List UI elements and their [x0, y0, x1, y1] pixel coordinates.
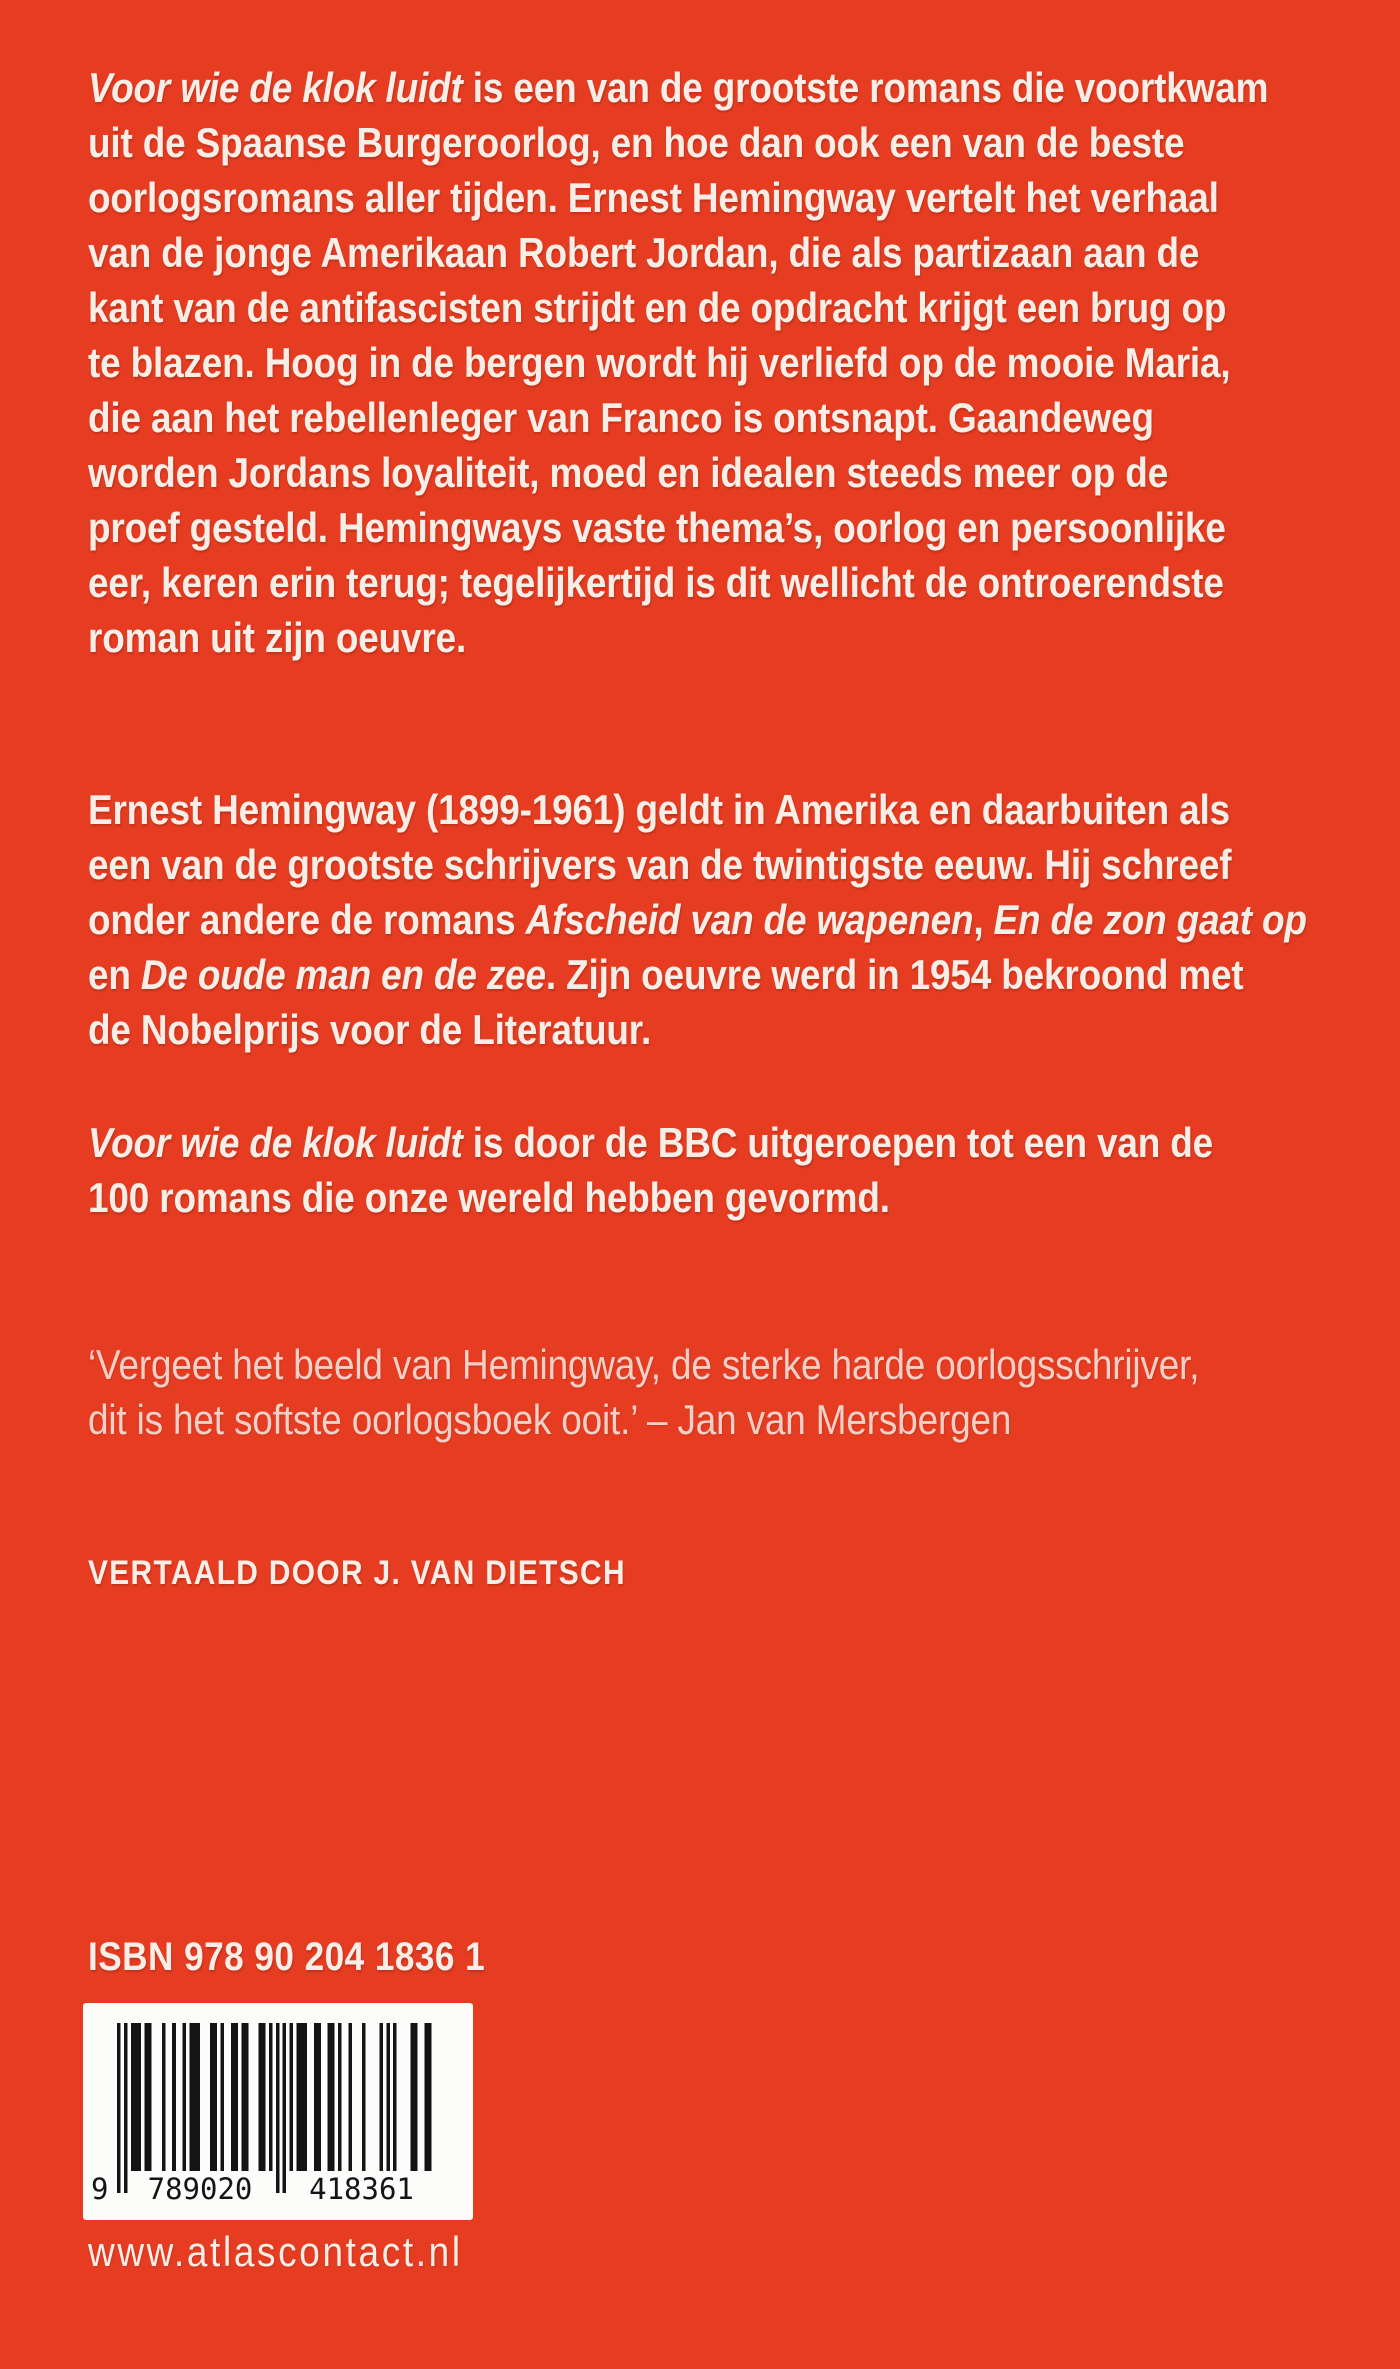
barcode-digit-first: 9	[91, 2172, 109, 2206]
text-line: proef gesteld. Hemingways vaste thema’s, oorlog en persoonlijke	[88, 504, 1226, 551]
isbn-label: ISBN 978 90 204 1836 1	[88, 1935, 486, 1979]
text-line: Ernest Hemingway (1899-1961) geldt in Amerika en daarbuiten als	[88, 786, 1230, 833]
text-line: Voor wie de klok luidt is door de BBC uitgeroepen tot een van de	[88, 1119, 1214, 1166]
barcode-digits-left: 789020	[147, 2172, 253, 2206]
text-line: onder andere de romans Afscheid van de wapenen, En de zon gaat op	[88, 896, 1307, 943]
author-bio-paragraph	[88, 782, 1307, 1057]
text-line: 100 romans die onze wereld hebben gevormd.	[88, 1174, 890, 1221]
text-line: uit de Spaanse Burgeroorlog, en hoe dan ook een van de beste	[88, 119, 1185, 166]
text-line: eer, keren erin terug; tegelijkertijd is dit wellicht de ontroerendste	[88, 559, 1224, 606]
text-line: worden Jordans loyaliteit, moed en idealen steeds meer op de	[88, 449, 1169, 496]
text-line: die aan het rebellenleger van Franco is ontsnapt. Gaandeweg	[88, 394, 1154, 441]
text-line: kant van de antifascisten strijdt en de opdracht krijgt een brug op	[88, 284, 1227, 331]
text-line: dit is het softste oorlogsboek ooit.’ – Jan van Mersbergen	[88, 1396, 1012, 1443]
press-quote	[88, 1337, 1199, 1447]
text-line: oorlogsromans aller tijden. Ernest Hemingway vertelt het verhaal	[88, 174, 1219, 221]
text-line: roman uit zijn oeuvre.	[88, 614, 467, 661]
blurb-paragraph	[88, 60, 1268, 665]
barcode-digits-right: 418361	[309, 2172, 414, 2206]
text-line: de Nobelprijs voor de Literatuur.	[88, 1006, 652, 1053]
publisher-url: www.atlascontact.nl	[88, 2228, 463, 2275]
text-line: een van de grootste schrijvers van de twintigste eeuw. Hij schreef	[88, 841, 1232, 888]
bbc-note-paragraph	[88, 1115, 1213, 1225]
text-line: van de jonge Amerikaan Robert Jordan, die als partizaan aan de	[88, 229, 1200, 276]
text-line: Voor wie de klok luidt is een van de grootste romans die voortkwam	[88, 64, 1269, 111]
text-line: te blazen. Hoog in de bergen wordt hij verliefd op de mooie Maria,	[88, 339, 1231, 386]
translator-credit: VERTAALD DOOR J. VAN DIETSCH	[88, 1554, 626, 1592]
text-line: en De oude man en de zee. Zijn oeuvre werd in 1954 bekroond met	[88, 951, 1244, 998]
barcode	[83, 2003, 473, 2220]
text-line: ‘Vergeet het beeld van Hemingway, de sterke harde oorlogsschrijver,	[88, 1341, 1200, 1388]
